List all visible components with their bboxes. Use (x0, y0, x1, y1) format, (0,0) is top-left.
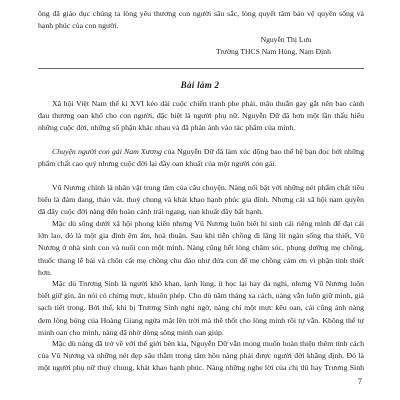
author-name: Nguyễn Thị Lưu (260, 35, 312, 44)
intro-paragraph: ông đã giáo dục chúng ta lòng yêu thương con người sâu sắc, lòng quyết tâm bảo vệ quyền sống và hạnh phúc của con người. (38, 9, 364, 31)
page-number: 7 (357, 376, 362, 386)
author-school: Trường THCS Nam Hùng, Nam Định (216, 46, 331, 56)
paragraph-2 (38, 146, 364, 170)
paragraph-4: Mặc dù sống dưới xã hội phong kiến nhưng Vũ Nương luôn biết hi sinh cái riêng mình để đạt cái lớn lao, đó là một gia đình êm ấm, hoà thuận. Sau khi tiễn chồng đi lăng lít ngàn sống tha thiết, Vũ Nương ở nhà sinh con và nuôi con một mình. Nàng cũng hết lòng chăm sóc, phụng dưỡng mẹ chồng, thuốc thang lễ bái và chôn cất mẹ chồng chu đáo như đứa con để mẹ chồng cảm ơn vì phận tinh thiết hơn. (38, 219, 364, 276)
paragraph-2-title: Chuyện người con gái Nam Xương (52, 147, 162, 156)
section-heading: Bài làm 2 (180, 80, 220, 90)
paragraph-3: Vũ Nương chính là nhân vật trung tâm của câu chuyện. Nàng nổi bật với những nét phẩm chất tiêu biểu là đảm đang, thảo vát, thuỷ chung và khát khao hạnh phúc gia đình. Nhưng cái xã hội nam quyền đã đẩy cuộc đời nàng đến hoàn cảnh trái ngang, oan khuất đầy bất hạnh. (38, 183, 364, 216)
paragraph-6: Mặc dù nàng đã trở về với thế giới bên kia, Nguyễn Dữ vẫn mong muốn hoàn thiện thêm tính cách của Vũ Nương và những nét đẹp sâu thẳm trong tâm hồn nàng phải được người đời khẳng định. Đó là một người phụ nữ thuỷ chung, khát khao hạnh phúc. Nàng những nghe lời của chị thì hay Trương Sinh (38, 339, 364, 373)
paragraph-2-rest: của Nguyễn Dữ đã làm xúc động bao thế hệ bạn đọc bởi những phẩm chất cao quý nhưng cuộc đời lại đầy oan khuất của một người con gái. (38, 147, 364, 169)
author-signature (216, 34, 356, 57)
paragraph-5: Mặc dù Trương Sinh là người khô khan, lạnh lùng, ít học lại hay đa nghi, nhưng Vũ Nương luôn biết giữ gìn, ăn nói có chừng mực, khuôn phép. Cho dù năm tháng xa cách, nàng vẫn luôn giữ mình, giá sạch tiết trong. Bởi thế, khi bị Trương Sinh nghi ngờ, nàng chỉ một mực kêu oan, cái cũng ảnh nàng đem lòng bóng của Hoàng Giang ngửa mặt lên trời mà thề thốt cho lòng minh rồi tự vẫn. Không thể tự minh oan cho mình, nàng đã nhờ dòng sông minh oan giúp. (38, 279, 364, 336)
section-divider (38, 68, 364, 69)
paragraph-1: Xã hội Việt Nam thế kỉ XVI kéo dài cuộc chiến tranh phe phái, mâu thuẫn gay gắt nên bao cảnh đau thương oan khổ cho con người, đặc biệt là người phụ nữ. Nguyễn Dữ đã hơn một lần thấu hiểu những cuộc đời, những số phận khác nhau và đã phản ánh vào tác phẩm của mình. (38, 99, 364, 133)
